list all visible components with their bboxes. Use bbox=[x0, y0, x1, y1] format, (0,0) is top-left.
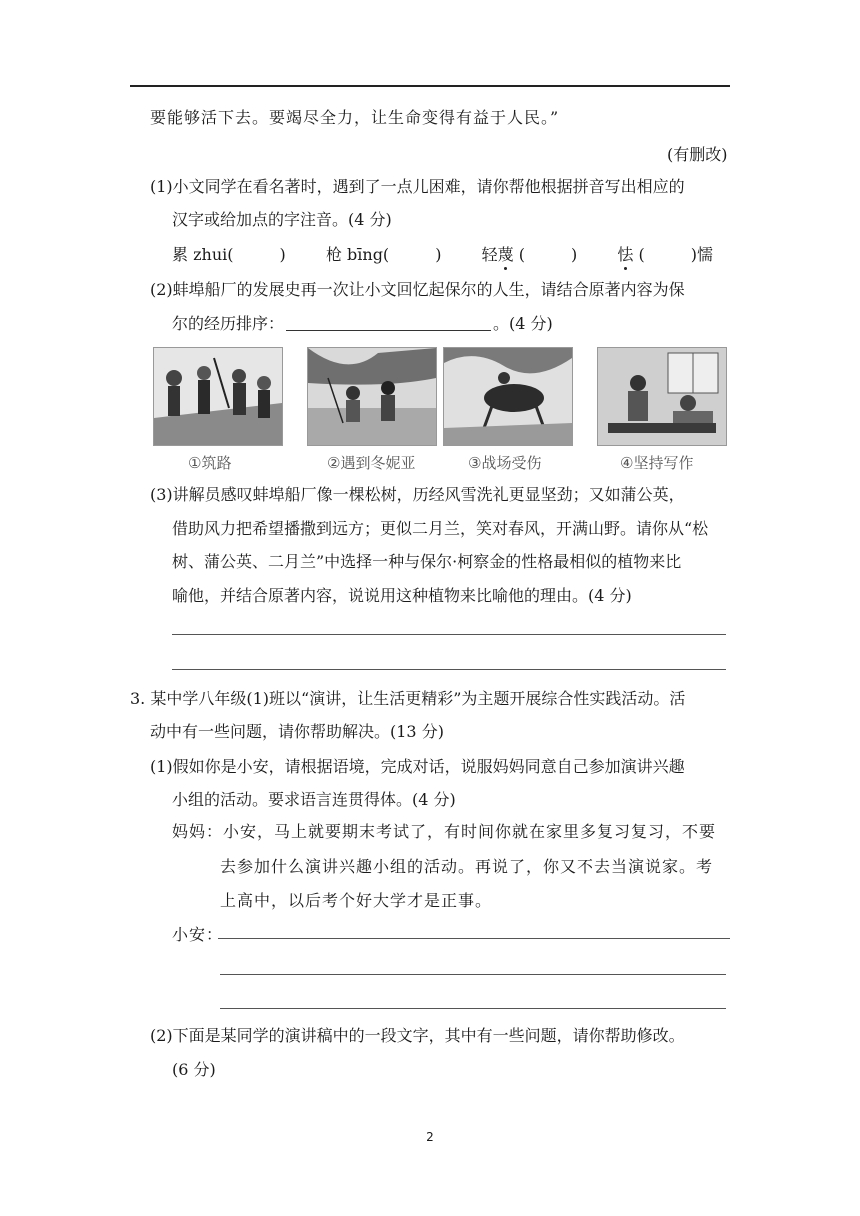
mom-line2: 去参加什么演讲兴趣小组的活动。再说了，你又不去当演说家。考 bbox=[220, 857, 714, 876]
pinyin-items-row bbox=[172, 245, 713, 265]
illustration-3 bbox=[443, 347, 573, 446]
q3-line1: 3. 某中学八年级(1)班以“演讲，让生活更精彩”为主题开展综合性实践活动。活 bbox=[130, 689, 686, 708]
an-label: 小安： bbox=[172, 925, 224, 944]
order-answer-blank[interactable] bbox=[286, 314, 491, 331]
pinyin-item-1[interactable]: 累 zhui( ) bbox=[172, 245, 286, 264]
answer-line-q2-3-b[interactable] bbox=[172, 669, 726, 670]
q2-sub3-line3: 树、蒲公英、二月兰”中选择一种与保尔·柯察金的性格最相似的植物来比 bbox=[172, 552, 682, 571]
q3-sub2-line1: (2)下面是某同学的演讲稿中的一段文字，其中有一些问题，请你帮助修改。 bbox=[150, 1026, 685, 1045]
q3-sub1-line2: 小组的活动。要求语言连贯得体。(4 分) bbox=[172, 790, 456, 809]
q2-sub1-line2: 汉字或给加点的字注音。(4 分) bbox=[172, 210, 392, 229]
q2-sub2-line1: (2)蚌埠船厂的发展史再一次让小文回忆起保尔的人生，请结合原著内容为保 bbox=[150, 280, 685, 299]
header-rule bbox=[130, 85, 730, 87]
q2-sub1-line1: (1)小文同学在看名著时，遇到了一点儿困难，请你帮他根据拼音写出相应的 bbox=[150, 177, 685, 196]
q3-sub1-line1: (1)假如你是小安，请根据语境，完成对话，说服妈妈同意自己参加演讲兴趣 bbox=[150, 757, 685, 776]
answer-line-q3-1-c[interactable] bbox=[220, 1008, 726, 1009]
caption-4: ④坚持写作 bbox=[620, 454, 694, 472]
caption-1: ①筑路 bbox=[188, 454, 232, 472]
pinyin-item-2[interactable]: 枪 bīng( ) bbox=[325, 245, 442, 264]
source-note: (有删改) bbox=[667, 145, 728, 164]
q2-sub3-line4: 喻他，并结合原著内容，说说用这种植物来比喻他的理由。(4 分) bbox=[172, 586, 632, 605]
mom-line1: 妈妈：小安，马上就要期末考试了，有时间你就在家里多复习复习，不要 bbox=[172, 822, 717, 841]
q3-sub2-line2: (6 分) bbox=[172, 1060, 216, 1079]
passage-continuation: 要能够活下去。要竭尽全力，让生命变得有益于人民。” bbox=[150, 108, 560, 127]
pinyin-item-3[interactable]: 轻蔑 ( ) bbox=[481, 245, 578, 264]
caption-2: ②遇到冬妮亚 bbox=[327, 454, 416, 472]
answer-line-q3-1-b[interactable] bbox=[220, 974, 726, 975]
illustration-1 bbox=[153, 347, 283, 446]
q3-line2: 动中有一些问题，请你帮助解决。(13 分) bbox=[150, 722, 444, 741]
answer-line-q3-1-a[interactable] bbox=[218, 938, 730, 939]
answer-line-q2-3-a[interactable] bbox=[172, 634, 726, 635]
q2-sub2-line2: 尔的经历排序： 。(4 分) bbox=[172, 314, 553, 333]
q2-sub3-line2: 借助风力把希望播撒到远方；更似二月兰，笑对春风，开满山野。请你从“松 bbox=[172, 519, 709, 538]
q2-sub3-line1: (3)讲解员感叹蚌埠船厂像一棵松树，历经风雪洗礼更显坚劲；又如蒲公英， bbox=[150, 485, 685, 504]
mom-line3: 上高中，以后考个好大学才是正事。 bbox=[220, 891, 493, 910]
illustration-2 bbox=[307, 347, 437, 446]
illustration-4 bbox=[597, 347, 727, 446]
pinyin-item-4[interactable]: 怯 ( )懦 bbox=[617, 245, 714, 264]
page-number: 2 bbox=[426, 1130, 434, 1144]
caption-3: ③战场受伤 bbox=[468, 454, 542, 472]
